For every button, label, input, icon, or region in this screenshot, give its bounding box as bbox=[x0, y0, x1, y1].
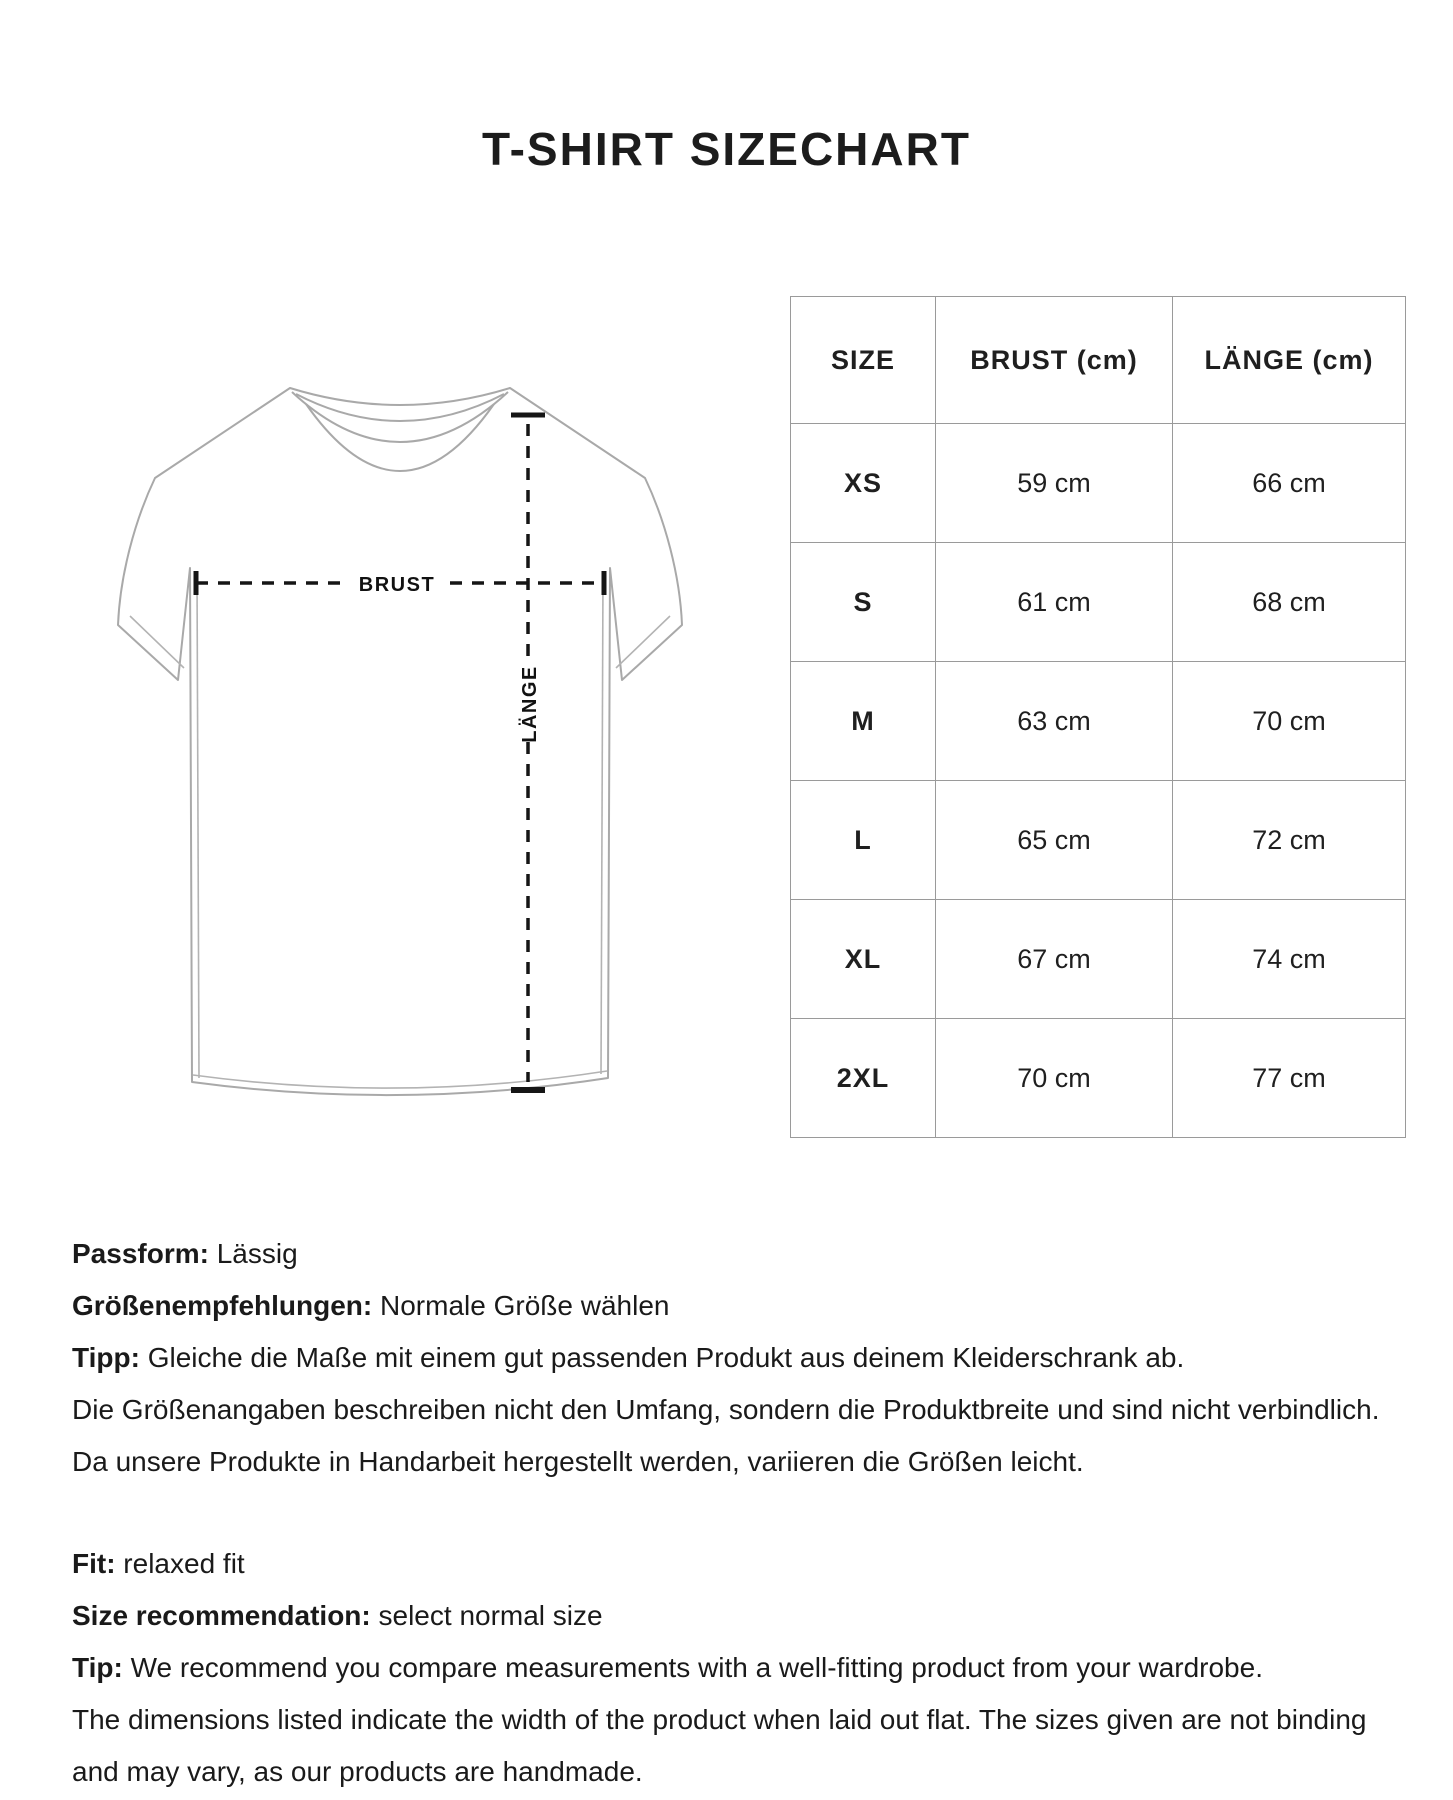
length-label: LÄNGE bbox=[519, 665, 541, 743]
note-line: The dimensions listed indicate the width of the product when laid out flat. The sizes given are not binding bbox=[72, 1704, 1367, 1735]
header-brust: BRUST (cm) bbox=[936, 297, 1173, 424]
table-row bbox=[791, 781, 1406, 900]
laenge-cell: 74 cm bbox=[1173, 900, 1406, 1019]
table-row bbox=[791, 662, 1406, 781]
page-title: T-SHIRT SIZECHART bbox=[482, 123, 971, 175]
size-cell: 2XL bbox=[791, 1019, 936, 1138]
brust-cell: 63 cm bbox=[936, 662, 1173, 781]
header-laenge: LÄNGE (cm) bbox=[1173, 297, 1406, 424]
brust-cell: 59 cm bbox=[936, 424, 1173, 543]
size-cell: L bbox=[791, 781, 936, 900]
laenge-cell: 68 cm bbox=[1173, 543, 1406, 662]
brust-cell: 70 cm bbox=[936, 1019, 1173, 1138]
tshirt-diagram bbox=[50, 330, 690, 1130]
note-line: Die Größenangaben beschreiben nicht den Umfang, sondern die Produktbreite und sind nicht verbindlich. bbox=[72, 1394, 1380, 1425]
note-line: Size recommendation: select normal size bbox=[72, 1600, 603, 1631]
size-cell: XL bbox=[791, 900, 936, 1019]
brust-cell: 65 cm bbox=[936, 781, 1173, 900]
laenge-cell: 77 cm bbox=[1173, 1019, 1406, 1138]
brust-cell: 67 cm bbox=[936, 900, 1173, 1019]
table-row bbox=[791, 424, 1406, 543]
note-line: Da unsere Produkte in Handarbeit hergestellt werden, variieren die Größen leicht. bbox=[72, 1446, 1084, 1477]
note-line: Tipp: Gleiche die Maße mit einem gut passenden Produkt aus deinem Kleiderschrank ab. bbox=[72, 1342, 1185, 1373]
note-line: Tip: We recommend you compare measurements with a well-fitting product from your wardrobe. bbox=[72, 1652, 1263, 1683]
header-size: SIZE bbox=[791, 297, 936, 424]
note-line: and may vary, as our products are handmade. bbox=[72, 1756, 643, 1787]
size-cell: M bbox=[791, 662, 936, 781]
laenge-cell: 72 cm bbox=[1173, 781, 1406, 900]
laenge-cell: 66 cm bbox=[1173, 424, 1406, 543]
laenge-cell: 70 cm bbox=[1173, 662, 1406, 781]
note-line: Fit: relaxed fit bbox=[72, 1548, 245, 1579]
tshirt-outline bbox=[118, 388, 682, 1095]
notes-english bbox=[72, 1538, 1392, 1798]
note-line: Passform: Lässig bbox=[72, 1238, 298, 1269]
size-table bbox=[790, 296, 1406, 1138]
table-row bbox=[791, 1019, 1406, 1138]
brust-cell: 61 cm bbox=[936, 543, 1173, 662]
table-header-row bbox=[791, 297, 1406, 424]
note-line: Größenempfehlungen: Normale Größe wählen bbox=[72, 1290, 670, 1321]
table-row bbox=[791, 543, 1406, 662]
size-cell: XS bbox=[791, 424, 936, 543]
notes-section bbox=[72, 1228, 1392, 1798]
table-row bbox=[791, 900, 1406, 1019]
chest-label: BRUST bbox=[358, 574, 436, 596]
size-cell: S bbox=[791, 543, 936, 662]
notes-german bbox=[72, 1228, 1392, 1488]
